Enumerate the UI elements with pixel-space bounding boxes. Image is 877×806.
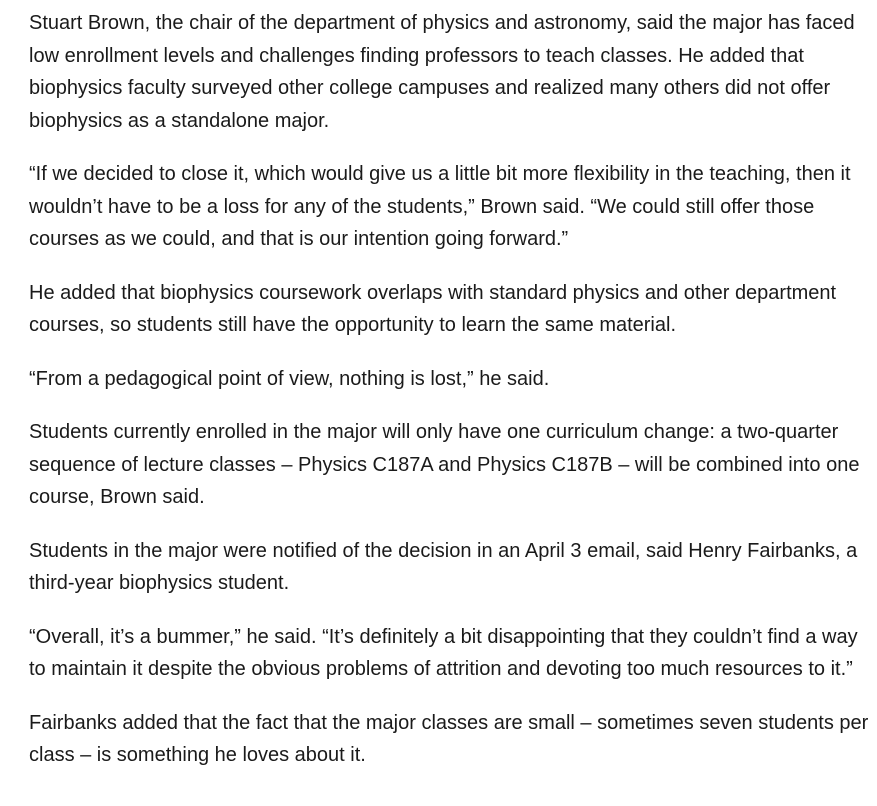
paragraph-fairbanks-quote: “Overall, it’s a bummer,” he said. “It’s definitely a bit disappointing that they couldn’t find a way to maintain it despite the obvious problems of attrition and devoting too much resources to it.” (29, 625, 858, 680)
paragraph-notification: Students in the major were notified of the decision in an April 3 email, said Henry Fairbanks, a third-year biophysics student. (29, 539, 858, 594)
paragraph-coursework-overlap: He added that biophysics coursework overlaps with standard physics and other department courses, so students still have the opportunity to learn the same material. (29, 281, 837, 336)
paragraph-curriculum-change: Students currently enrolled in the major will only have one curriculum change: a two-quarter sequence of lecture classes – Physics C187A and Physics C187B – will be combined into one course, Brown said. (29, 421, 860, 508)
paragraph-pedagogical-quote: “From a pedagogical point of view, nothing is lost,” he said. (29, 367, 550, 390)
paragraph-brown-intro: Stuart Brown, the chair of the department of physics and astronomy, said the major has faced low enrollment levels and challenges finding professors to teach classes. He added that biophysics faculty surveyed other college campuses and realized many others did not offer biophysics as a standalone major. (29, 12, 855, 132)
article-body (29, 7, 869, 793)
paragraph-brown-quote-close: “If we decided to close it, which would give us a little bit more flexibility in the teaching, then it wouldn’t have to be a loss for any of the students,” Brown said. “We could still offer those courses as we could, and that is our intention going forward.” (29, 163, 851, 250)
paragraph-small-classes: Fairbanks added that the fact that the major classes are small – sometimes seven students per class – is something he loves about it. (29, 711, 869, 766)
